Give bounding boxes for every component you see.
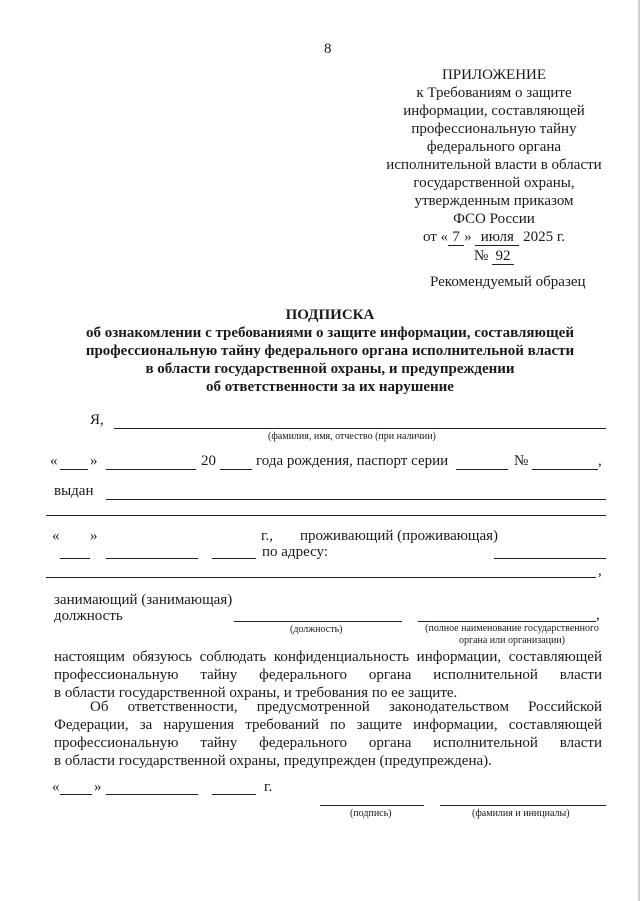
page-number: 8 (324, 41, 332, 57)
appendix-line: утвержденным приказом (414, 193, 574, 209)
comma: , (596, 607, 600, 623)
paragraph-line: Об ответственности, предусмотренной законодательством Российской (90, 699, 602, 715)
order-day: 7 (448, 230, 464, 246)
signature-caption: (подпись) (350, 808, 392, 819)
quote-close: » (90, 453, 98, 469)
at-address-label: по адресу: (262, 544, 329, 560)
appendix-line: информации, составляющей (403, 103, 585, 119)
heading-line: об ответственности за их нарушение (206, 379, 454, 395)
order-year: 2025 г. (523, 229, 566, 245)
comma: , (598, 453, 602, 469)
heading-block (40, 306, 620, 396)
sign-year-field[interactable] (212, 794, 256, 795)
heading-line: профессиональную тайну федерального органа исполнительной власти (85, 343, 575, 359)
appendix-line: исполнительной власти в области (386, 157, 602, 173)
appendix-line: федерального органа (426, 139, 562, 155)
birth-month-field[interactable] (106, 469, 196, 470)
appendix-line: профессиональную тайну (411, 121, 577, 137)
position-field[interactable] (234, 621, 402, 622)
position-label-line2: должность (54, 608, 123, 624)
i-label: Я, (90, 412, 104, 428)
paragraph-liability (54, 698, 602, 770)
issue-day-field[interactable] (60, 558, 90, 559)
appendix-line: к Требованиям о защите (416, 85, 572, 101)
issue-month-field[interactable] (106, 558, 198, 559)
issue-year-field[interactable] (212, 558, 256, 559)
comma: , (598, 563, 602, 579)
birth-year-field[interactable] (220, 469, 252, 470)
birth-day-field[interactable] (60, 469, 88, 470)
year-prefix: 20 (201, 453, 216, 469)
organization-caption-line: (полное наименование государственного (425, 623, 599, 634)
paragraph-obligation (54, 648, 602, 702)
paragraph-line: в области государственной охраны, предупрежден (предупреждена). (54, 753, 492, 769)
order-month: июля (475, 230, 519, 246)
paragraph-line: профессиональную тайну федерального органа исполнительной власти (54, 667, 602, 683)
signer-name-field[interactable] (440, 805, 606, 806)
quote-open: « (52, 528, 60, 544)
issued-field-continued[interactable] (46, 515, 606, 516)
paragraph-line: настоящим обязуюсь соблюдать конфиденциальность информации, составляющей (54, 649, 602, 665)
fio-field[interactable] (114, 428, 606, 429)
address-field[interactable] (494, 558, 606, 559)
address-field-continued[interactable] (46, 577, 596, 578)
sign-day-field[interactable] (60, 794, 92, 795)
quote-close: » (90, 528, 98, 544)
sign-month-field[interactable] (106, 794, 198, 795)
passport-number-field[interactable] (532, 469, 598, 470)
order-prefix: от « (422, 229, 449, 245)
issued-label: выдан (54, 483, 94, 499)
quote-open: « (50, 453, 58, 469)
quote-close: » (94, 779, 102, 795)
paragraph-line: профессиональную тайну федерального органа исполнительной власти (54, 735, 602, 751)
heading-line: в области государственной охраны, и предупреждении (145, 361, 515, 377)
residing-label: проживающий (проживающая) (300, 528, 499, 544)
quote-open: « (52, 779, 60, 795)
birth-passport-label: года рождения, паспорт серии (256, 453, 449, 469)
signer-name-caption: (фамилия и инициалы) (472, 808, 570, 819)
paragraph-line: в области государственной охраны, и требования по ее защите. (54, 685, 458, 701)
appendix-block (378, 66, 610, 265)
heading-line: об ознакомлении с требованиями о защите информации, составляющей (86, 325, 574, 341)
paragraph-line: Федерации, за нарушения требований по защите информации, составляющей (54, 717, 602, 733)
order-number (378, 247, 610, 265)
recommended-sample: Рекомендуемый образец (430, 274, 586, 290)
year-g-label: г., (261, 528, 273, 544)
organization-field[interactable] (418, 621, 596, 622)
sign-year-g: г. (264, 779, 273, 795)
number-sign: № (473, 248, 489, 264)
number-sign-label: № (514, 453, 529, 469)
order-date (378, 228, 610, 247)
heading-title: ПОДПИСКА (285, 307, 375, 323)
order-quote-close: » (464, 229, 472, 245)
passport-series-field[interactable] (456, 469, 508, 470)
number-value: 92 (492, 249, 514, 265)
organization-caption-line: органа или организации) (458, 635, 566, 646)
position-label-line1: занимающий (занимающая) (54, 592, 233, 608)
fio-caption: (фамилия, имя, отчество (при наличии) (268, 431, 436, 442)
organization-caption (416, 623, 608, 647)
position-caption: (должность) (290, 624, 343, 635)
appendix-title: ПРИЛОЖЕНИЕ (441, 67, 547, 83)
issued-field[interactable] (106, 499, 606, 500)
signature-field[interactable] (320, 805, 424, 806)
appendix-line: ФСО России (453, 211, 535, 227)
appendix-line: государственной охраны, (413, 175, 575, 191)
